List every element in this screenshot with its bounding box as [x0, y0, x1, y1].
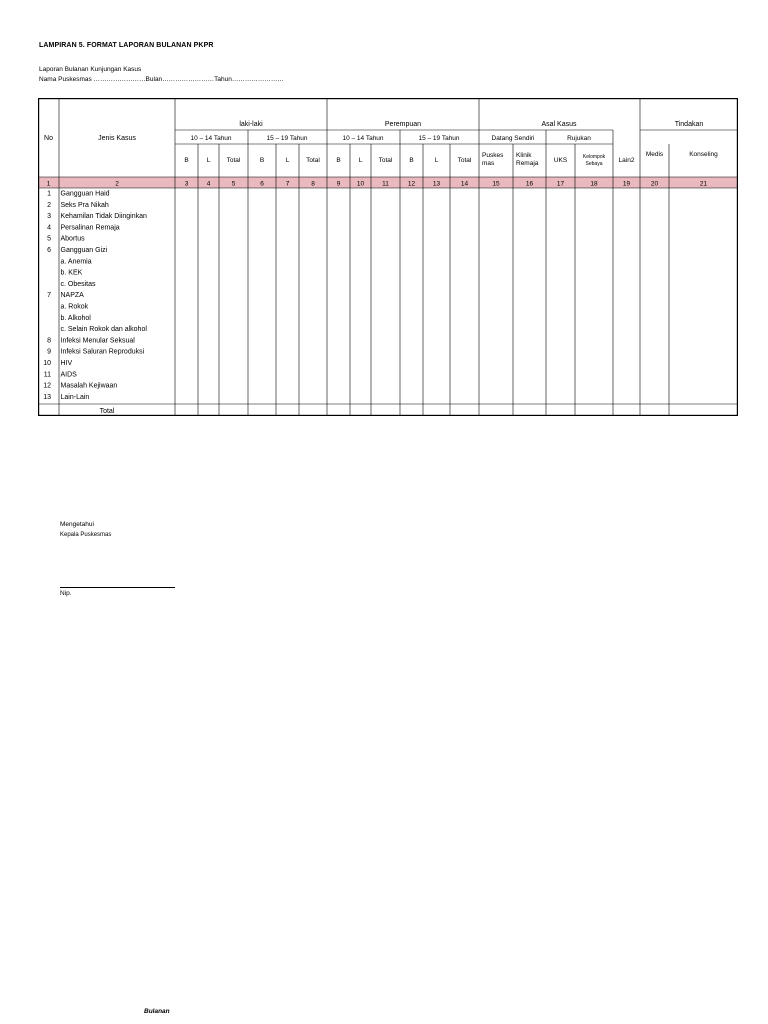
row-label: Gangguan Haid — [60, 190, 110, 198]
row-number: 3 — [47, 213, 51, 221]
column-number: 8 — [311, 180, 315, 188]
header-b: B — [259, 157, 265, 164]
header-perempuan-10-14: 10 – 14 Tahun — [342, 135, 384, 142]
header-puskesmas-1: Puskes — [482, 152, 504, 159]
column-number: 9 — [336, 180, 341, 188]
row-number: 1 — [47, 190, 51, 198]
header-datang-sendiri: Datang Sendiri — [491, 135, 535, 142]
column-number: 21 — [699, 180, 708, 188]
row-number: 8 — [47, 337, 51, 345]
header-medis: Medis — [645, 151, 664, 158]
header-perempuan-15-19: 15 – 19 Tahun — [418, 135, 460, 142]
column-number: 10 — [356, 180, 365, 188]
header-l: L — [358, 157, 363, 164]
row-label: a. Rokok — [60, 303, 89, 311]
row-label: c. Selain Rokok dan alkohol — [60, 326, 147, 334]
header-kelompok-1: Kelompok — [582, 154, 606, 160]
header-total: Total — [306, 157, 320, 164]
header-klinik-1: Klinik — [516, 152, 532, 159]
row-label: b. KEK — [60, 269, 83, 277]
report-meta-line: Nama Puskesmas ……………………Bulan……………………Tahun…………………… — [39, 76, 284, 83]
row-number: 2 — [47, 201, 51, 209]
header-lain2: Lain2 — [618, 157, 635, 164]
column-number: 2 — [115, 180, 119, 188]
header-konseling: Konseling — [689, 151, 718, 158]
column-number: 18 — [590, 180, 598, 188]
row-label: Infeksi Saluran Reproduksi — [60, 348, 145, 356]
row-label: Gangguan Gizi — [60, 247, 108, 254]
document-title: LAMPIRAN 5. FORMAT LAPORAN BULANAN PKPR — [39, 42, 214, 49]
header-b: B — [336, 157, 341, 164]
header-laki-10-14: 10 – 14 Tahun — [190, 135, 232, 142]
signature-nip: Nip. — [60, 590, 72, 597]
report-table — [38, 98, 738, 416]
header-l: L — [285, 157, 290, 164]
total-row-label: Total — [99, 408, 115, 415]
column-number: 16 — [525, 180, 534, 188]
header-l: L — [434, 157, 439, 164]
column-number: 13 — [432, 180, 441, 188]
header-klinik-2: Remaja — [516, 160, 539, 167]
header-jenis-kasus: Jenis Kasus — [98, 135, 136, 142]
header-total: Total — [226, 157, 241, 164]
header-laki-laki: laki-laki — [239, 121, 263, 128]
row-label: HIV — [60, 360, 73, 367]
row-label: Masalah Kejiwaan — [60, 382, 118, 390]
header-puskesmas-2: mas — [482, 160, 495, 167]
column-number: 15 — [492, 180, 500, 188]
report-subtitle: Laporan Bulanan Kunjungan Kasus — [39, 66, 142, 73]
row-label: Abortus — [60, 235, 85, 243]
header-b: B — [409, 157, 414, 164]
header-no: No — [44, 135, 53, 142]
row-number: 13 — [43, 393, 51, 401]
signature-line — [60, 587, 175, 588]
header-tindakan: Tindakan — [674, 121, 704, 128]
signature-kepala: Kepala Puskesmas — [60, 532, 112, 538]
column-number: 6 — [260, 180, 264, 188]
header-b: B — [184, 157, 189, 164]
header-l: L — [206, 157, 211, 164]
row-number: 6 — [47, 247, 51, 254]
column-number: 1 — [46, 180, 51, 188]
header-rujukan: Rujukan — [567, 135, 591, 142]
report-table-grid — [38, 98, 738, 416]
footer-text: Bulanan — [144, 1008, 170, 1015]
column-number: 3 — [184, 180, 189, 188]
column-number: 14 — [460, 180, 469, 188]
grid-lines — [38, 98, 738, 416]
row-number: 9 — [47, 348, 51, 356]
row-label: Infeksi Menular Seksual — [60, 337, 135, 345]
column-number: 4 — [206, 180, 211, 188]
row-label: c. Obesitas — [60, 280, 96, 288]
column-number: 19 — [622, 180, 631, 188]
header-total: Total — [457, 157, 472, 164]
row-label: NAPZA — [60, 292, 84, 300]
column-number: 12 — [407, 180, 416, 188]
row-number: 12 — [43, 382, 51, 390]
row-label: Persalinan Remaja — [60, 224, 120, 232]
row-number: 5 — [47, 235, 51, 243]
column-number: 20 — [650, 180, 659, 188]
header-asal-kasus: Asal Kasus — [541, 121, 577, 128]
row-number: 11 — [43, 371, 51, 379]
column-number: 5 — [231, 180, 236, 188]
signature-mengetahui: Mengetahui — [60, 521, 94, 528]
column-number: 11 — [382, 180, 389, 188]
row-label: a. Anemia — [60, 258, 92, 266]
row-label: AIDS — [60, 371, 77, 379]
header-laki-15-19: 15 – 19 Tahun — [266, 135, 308, 142]
column-number: 7 — [285, 180, 290, 188]
column-number: 17 — [556, 180, 565, 188]
row-number: 4 — [47, 224, 51, 232]
row-label: b. Alkohol — [60, 314, 91, 322]
row-label: Seks Pra Nikah — [60, 201, 109, 209]
header-kelompok-2: Sebaya — [585, 161, 603, 167]
row-number: 10 — [43, 360, 51, 367]
header-perempuan: Perempuan — [384, 121, 422, 128]
row-label: Lain-Lain — [60, 393, 90, 401]
table-outer-border — [39, 99, 738, 416]
header-total: Total — [378, 157, 393, 164]
header-uks: UKS — [553, 157, 568, 164]
row-label: Kehamilan Tidak Diinginkan — [60, 213, 147, 221]
row-number: 7 — [47, 292, 51, 300]
